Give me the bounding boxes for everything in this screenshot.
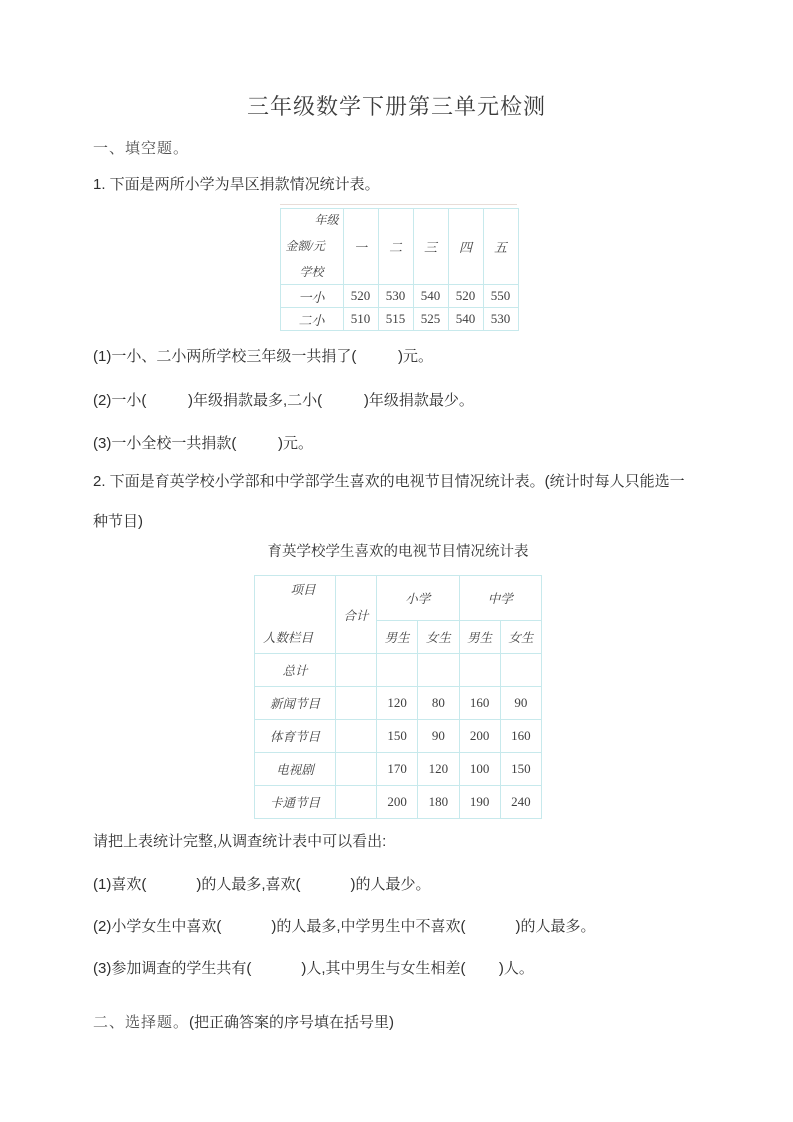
table-cell-blank bbox=[377, 654, 418, 687]
table-cell-blank bbox=[336, 687, 377, 720]
q1-blank-1: (1)一小、二小两所学校三年级一共捐了( )元。 bbox=[93, 348, 433, 365]
q2-blank-2: (2)小学女生中喜欢( )的人最多,中学男生中不喜欢( )的人最多。 bbox=[93, 918, 596, 935]
table-row-total bbox=[255, 654, 542, 687]
group-header-primary: 小学 bbox=[377, 576, 460, 621]
table-cell: 540 bbox=[413, 285, 448, 308]
row-label: 一小 bbox=[280, 285, 343, 308]
col-header-grade2: 二 bbox=[378, 209, 413, 285]
table-cell: 550 bbox=[483, 285, 518, 308]
tv-table-group-header-row bbox=[255, 576, 542, 621]
donation-table-header-row bbox=[280, 209, 518, 285]
table-cell: 520 bbox=[448, 285, 483, 308]
section2-heading bbox=[93, 1013, 703, 1033]
table-cell-blank bbox=[459, 654, 500, 687]
table-cell-blank bbox=[418, 654, 459, 687]
sub-header-boys: 男生 bbox=[459, 621, 500, 654]
table-cell: 190 bbox=[459, 786, 500, 819]
sub-header-boys: 男生 bbox=[377, 621, 418, 654]
row-label: 体育节目 bbox=[255, 720, 336, 753]
table-cell: 80 bbox=[418, 687, 459, 720]
row-label: 电视剧 bbox=[255, 753, 336, 786]
table-cell: 515 bbox=[378, 308, 413, 331]
table-cell-blank bbox=[336, 753, 377, 786]
table-cell: 150 bbox=[500, 753, 541, 786]
table-cell-blank bbox=[336, 720, 377, 753]
row-label: 卡通节目 bbox=[255, 786, 336, 819]
corner-label-amount: 金额/元 bbox=[285, 239, 325, 253]
table-cell: 200 bbox=[459, 720, 500, 753]
question1-text: 1. 下面是两所小学为旱区捐款情况统计表。 bbox=[93, 176, 380, 193]
content-area bbox=[0, 139, 793, 1033]
table-row-school2 bbox=[280, 308, 518, 331]
corner-label-item: 项目 bbox=[290, 583, 316, 597]
q2-blank-3: (3)参加调查的学生共有( )人,其中男生与女生相差( )人。 bbox=[93, 960, 534, 977]
sub-header-girls: 女生 bbox=[418, 621, 459, 654]
col-header-grade3: 三 bbox=[413, 209, 448, 285]
table-cell: 510 bbox=[343, 308, 378, 331]
col-header-grade4: 四 bbox=[448, 209, 483, 285]
tv-table-wrapper bbox=[254, 575, 542, 819]
q1-blank-3: (3)一小全校一共捐款( )元。 bbox=[93, 435, 313, 452]
table-cell: 540 bbox=[448, 308, 483, 331]
table-cell: 520 bbox=[343, 285, 378, 308]
corner-label-count: 人数栏目 bbox=[263, 631, 314, 645]
corner-header-content bbox=[281, 209, 343, 284]
donation-table-wrapper bbox=[280, 204, 517, 331]
table-cell: 530 bbox=[483, 308, 518, 331]
corner-label-school: 学校 bbox=[299, 265, 324, 279]
corner-header-cell bbox=[280, 209, 343, 285]
table-cell: 90 bbox=[500, 687, 541, 720]
group-header-middle: 中学 bbox=[459, 576, 542, 621]
table-row-news bbox=[255, 687, 542, 720]
q2-blank-1: (1)喜欢( )的人最多,喜欢( )的人最少。 bbox=[93, 876, 431, 893]
section1-heading: 一、填空题。 bbox=[93, 141, 190, 157]
table-cell: 160 bbox=[459, 687, 500, 720]
question2-text: 2. 下面是育英学校小学部和中学部学生喜欢的电视节目情况统计表。(统计时每人只能选一 种节目) bbox=[93, 473, 685, 530]
section2-heading-label: 二、选择题。 bbox=[93, 1015, 190, 1031]
sub-header-girls: 女生 bbox=[500, 621, 541, 654]
corner-label-grade: 年级 bbox=[314, 213, 339, 227]
corner-header-content bbox=[255, 576, 335, 653]
q1-blank-2: (2)一小( )年级捐款最多,二小( )年级捐款最少。 bbox=[93, 392, 474, 409]
table-cell: 170 bbox=[377, 753, 418, 786]
col-header-total: 合计 bbox=[336, 576, 377, 654]
table-cell: 150 bbox=[377, 720, 418, 753]
table-cell-blank bbox=[336, 786, 377, 819]
donation-table bbox=[280, 208, 519, 331]
table-cell: 120 bbox=[377, 687, 418, 720]
table-cell: 200 bbox=[377, 786, 418, 819]
table-cell-blank bbox=[336, 654, 377, 687]
corner-header-cell bbox=[255, 576, 336, 654]
page-title: 三年级数学下册第三单元检测 bbox=[246, 94, 546, 119]
row-label: 二小 bbox=[280, 308, 343, 331]
col-header-grade1: 一 bbox=[343, 209, 378, 285]
q2-note: 请把上表统计完整,从调查统计表中可以看出: bbox=[93, 833, 387, 850]
col-header-grade5: 五 bbox=[483, 209, 518, 285]
table-cell: 120 bbox=[418, 753, 459, 786]
table-cell: 100 bbox=[459, 753, 500, 786]
tv-table-title: 育英学校学生喜欢的电视节目情况统计表 bbox=[267, 544, 529, 560]
table-row-sports bbox=[255, 720, 542, 753]
table-cell: 90 bbox=[418, 720, 459, 753]
table-cell: 160 bbox=[500, 720, 541, 753]
table-cell: 530 bbox=[378, 285, 413, 308]
table-row-cartoon bbox=[255, 786, 542, 819]
table-row-tvdrama bbox=[255, 753, 542, 786]
row-label: 新闻节目 bbox=[255, 687, 336, 720]
tv-program-table bbox=[254, 575, 542, 819]
section2-heading-note: (把正确答案的序号填在括号里) bbox=[189, 1014, 395, 1031]
row-label: 总计 bbox=[255, 654, 336, 687]
table-row-school1 bbox=[280, 285, 518, 308]
table-cell: 240 bbox=[500, 786, 541, 819]
table-cell: 180 bbox=[418, 786, 459, 819]
table-cell: 525 bbox=[413, 308, 448, 331]
table-cell-blank bbox=[500, 654, 541, 687]
